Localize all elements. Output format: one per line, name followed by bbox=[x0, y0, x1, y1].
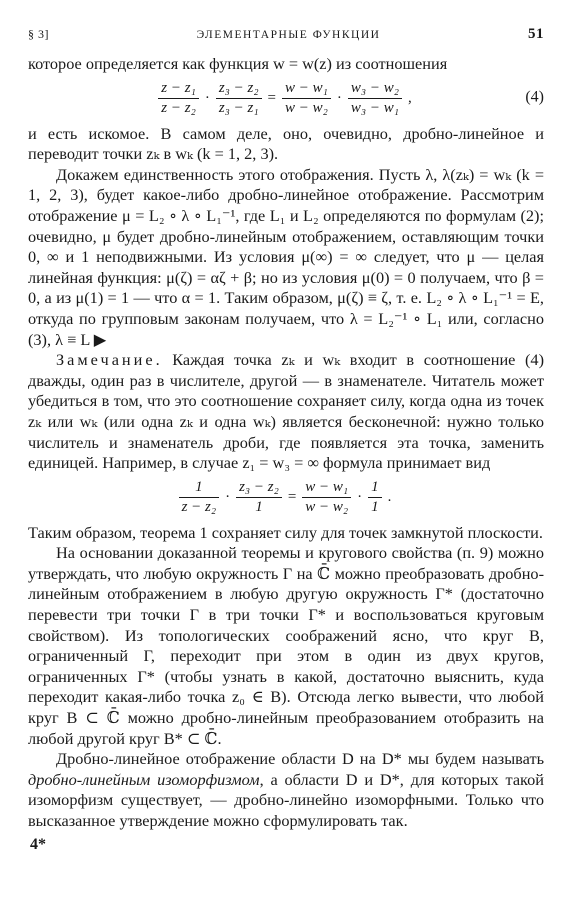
numerator: w − w₁ bbox=[302, 478, 351, 498]
denominator: 1 bbox=[255, 498, 263, 515]
fraction bbox=[368, 478, 382, 517]
denominator: 1 bbox=[371, 498, 379, 515]
denominator: w₃ − w₁ bbox=[350, 99, 399, 116]
equation-number: (4) bbox=[525, 88, 544, 106]
signature-mark: 4* bbox=[30, 836, 46, 853]
isomorphism-text-end: , а области D и D*, для которых такой изоморфизм существует, — дробно-линейно изоморфными. Только что высказанное утверждение можно сформулировать так. bbox=[28, 769, 544, 830]
paragraph-uniqueness: Докажем единственность этого отображения. Пусть λ, λ(zₖ) = wₖ (k = 1, 2, 3), будет какое-либо дробно-линейное отображение. Рассмотрим отображение μ = L₂ ∘ λ ∘ L₁⁻¹, где L₁ и L₂ определяются по формулам (2); очевидно, μ будет дробно-линейным отображением, оставляющим точки 0, ∞ и 1 неподвижными. Из условия μ(∞) = ∞ следует, что μ — целая линейная функция: μ(ζ) = αζ + β; но из условия μ(0) = 0 получаем, что β = 0, а из μ(1) = 1 — что α = 1. Таким образом, μ(ζ) ≡ ζ, т. е. L₂ ∘ λ ∘ L₁⁻¹ = E, откуда по групповым законам получаем, что λ = L₂⁻¹ ∘ L₁ или, согласно (3), λ ≡ L ▶ bbox=[28, 164, 544, 349]
numerator: w₃ − w₂ bbox=[348, 79, 402, 99]
fraction bbox=[179, 478, 220, 517]
numerator: z₃ − z₂ bbox=[216, 79, 262, 99]
denominator: w − w₂ bbox=[305, 498, 349, 515]
denominator: z − z₂ bbox=[161, 99, 196, 116]
denominator: w − w₂ bbox=[285, 99, 328, 116]
numerator: 1 bbox=[368, 478, 382, 498]
numerator: z − z₁ bbox=[158, 79, 199, 99]
formula-4 bbox=[28, 79, 544, 118]
paragraph-result: и есть искомое. В самом деле, оно, очевидно, дробно-линейное и переводит точки zₖ в wₖ (k = 1, 2, 3). bbox=[28, 123, 544, 164]
paragraph-circles: На основании доказанной теоремы и кругового свойства (п. 9) можно утверждать, что любую окружность Γ на ℂ̄ можно преобразовать дробно-линейным отображением в любую другую окружность Γ* (достаточно перевести три точки Γ в три точки Γ* и воспользоваться круговым свойством). Из топологических соображений ясно, что круг B, ограниченный Γ, переходит при этом в один из двух кругов, ограниченных Γ* (чтобы узнать в какой, достаточно выяснить, куда переходит какая-либо точка z₀ ∈ B). Отсюда легко вывести, что любой круг B ⊂ ℂ̄ можно дробно-линейным преобразованием отобразить на любой другой круг B* ⊂ ℂ̄. bbox=[28, 543, 544, 748]
paragraph-isomorphism bbox=[28, 749, 544, 831]
numerator: w − w₁ bbox=[282, 79, 331, 99]
operator: · bbox=[204, 89, 210, 106]
operator: · bbox=[336, 89, 342, 106]
page-number: 51 bbox=[528, 26, 544, 42]
operator: . bbox=[387, 488, 392, 505]
numerator: 1 bbox=[179, 478, 220, 498]
fraction bbox=[216, 79, 262, 118]
running-header bbox=[28, 26, 544, 43]
page-body bbox=[28, 54, 544, 832]
remark-label: Замечание. bbox=[56, 350, 163, 370]
numerator: z₃ − z₂ bbox=[236, 478, 282, 498]
operator: , bbox=[407, 89, 412, 106]
paragraph-remark bbox=[28, 350, 544, 474]
fraction bbox=[302, 478, 351, 517]
fraction bbox=[348, 79, 402, 118]
paragraph-intro: которое определяется как функция w = w(z) из соотношения bbox=[28, 54, 448, 73]
operator: · bbox=[225, 488, 231, 505]
fraction bbox=[236, 478, 282, 517]
fraction bbox=[158, 79, 199, 118]
denominator: z − z₂ bbox=[181, 498, 217, 515]
operator: = bbox=[287, 488, 297, 505]
operator: = bbox=[267, 89, 277, 106]
paragraph-closed-plane: Таким образом, теорема 1 сохраняет силу для точек замкнутой плоскости. bbox=[28, 522, 543, 542]
fraction bbox=[282, 79, 331, 118]
remark-text: Каждая точка zₖ и wₖ входит в соотношение (4) дважды, один раз в числителе, другой — в знаменателе. Читатель может убедиться в том, что это соотношение сохраняет силу, когда одна из точек zₖ или wₖ (или одна zₖ и одна wₖ) является бесконечной: нужно только числитель и знаменатель дроби, где появляется эта точка, заменить единицей. Например, в случае z₁ = w₃ = ∞ формула принимает вид bbox=[28, 350, 544, 473]
section-label: § 3] bbox=[28, 27, 49, 41]
chapter-title: ЭЛЕМЕНТАРНЫЕ ФУНКЦИИ bbox=[196, 29, 381, 41]
isomorphism-text-start: Дробно-линейное отображение области D на D* мы будем называть bbox=[56, 749, 544, 769]
operator: · bbox=[357, 488, 363, 505]
denominator: z₃ − z₁ bbox=[218, 99, 259, 116]
defined-term: дробно-линейным изоморфизмом bbox=[28, 769, 260, 789]
formula-infinite-case bbox=[28, 478, 544, 517]
